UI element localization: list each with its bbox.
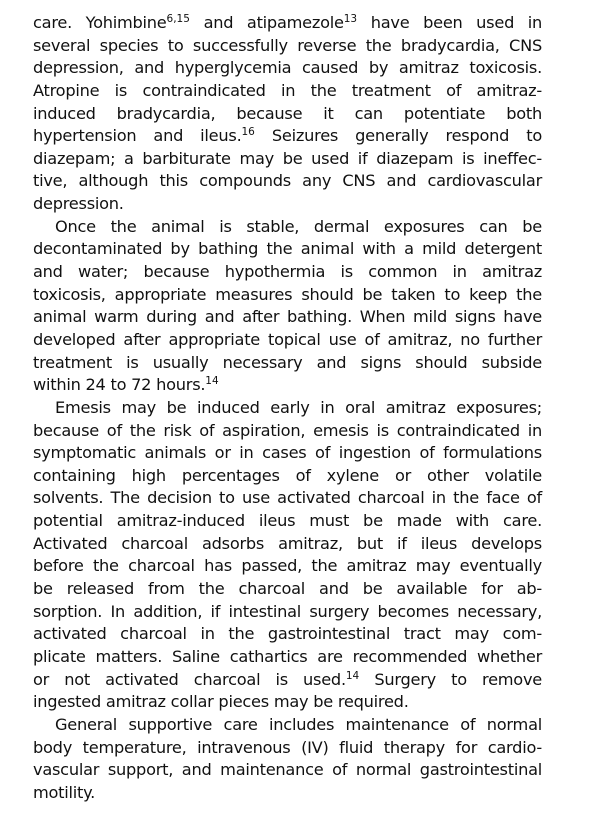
citation-superscript: 14 — [205, 375, 219, 388]
text-line — [33, 57, 542, 80]
text-segment: tive, although this compounds any CNS and cardiovascular — [33, 171, 542, 191]
text-line — [33, 397, 542, 420]
text-segment: toxicosis, appropriate measures should be taken to keep the — [33, 284, 542, 304]
text-line — [33, 420, 542, 443]
text-segment: depression. — [33, 194, 124, 214]
text-line — [33, 306, 542, 329]
text-segment: within 24 to 72 hours. — [33, 375, 206, 395]
text-line — [33, 487, 542, 510]
text-segment: several species to successfully reverse the bradycardia, CNS — [33, 35, 542, 55]
text-segment: be released from the charcoal and be available for ab- — [33, 579, 542, 599]
text-line — [33, 782, 542, 805]
citation-superscript: 14 — [345, 669, 360, 682]
text-segment: containing high percentages of xylene or other volatile — [33, 465, 542, 485]
text-line — [33, 601, 542, 624]
text-line — [33, 669, 542, 692]
text-segment: Seizures generally respond to — [254, 126, 542, 146]
text-line — [33, 646, 542, 669]
text-segment: depression, and hyperglycemia caused by amitraz toxicosis. — [33, 58, 542, 78]
text-segment: activated charcoal in the gastrointestinal tract may com- — [33, 624, 542, 644]
text-segment: body temperature, intravenous (IV) fluid therapy for cardio- — [33, 737, 542, 757]
text-segment: plicate matters. Saline cathartics are recommended whether — [33, 646, 542, 666]
text-line — [33, 125, 542, 148]
text-segment: sorption. In addition, if intestinal surgery becomes necessary, — [33, 601, 542, 621]
text-line — [33, 284, 542, 307]
text-line — [33, 510, 542, 533]
paragraph — [33, 397, 542, 714]
paragraph — [33, 216, 542, 397]
text-segment: potential amitraz-induced ileus must be made with care. — [33, 511, 542, 531]
text-line — [33, 238, 542, 261]
text-segment: solvents. The decision to use activated charcoal in the face of — [33, 488, 542, 508]
text-segment: General supportive care includes maintenance of normal — [55, 714, 542, 734]
text-line — [33, 714, 542, 737]
text-segment: before the charcoal has passed, the amitraz may eventually — [33, 556, 542, 576]
text-line — [33, 555, 542, 578]
text-segment: Emesis may be induced early in oral amitraz exposures; — [55, 397, 542, 417]
text-segment: Atropine is contraindicated in the treatment of amitraz- — [33, 80, 542, 100]
text-line — [33, 35, 542, 58]
text-line — [33, 216, 542, 239]
text-segment: because of the risk of aspiration, emesis is contraindicated in — [33, 420, 542, 440]
text-segment: developed after appropriate topical use of amitraz, no further — [33, 329, 542, 349]
text-segment: symptomatic animals or in cases of ingestion of formulations — [33, 443, 542, 463]
text-segment: treatment is usually necessary and signs should subside — [33, 352, 542, 372]
text-line — [33, 623, 542, 646]
body-text — [33, 12, 542, 804]
text-segment: or not activated charcoal is used. — [33, 669, 346, 689]
text-line — [33, 148, 542, 171]
text-line — [33, 329, 542, 352]
text-line — [33, 352, 542, 375]
text-line — [33, 80, 542, 103]
text-segment: Once the animal is stable, dermal exposures can be — [55, 216, 542, 236]
text-segment: Activated charcoal adsorbs amitraz, but if ileus develops — [33, 533, 542, 553]
text-segment: and atipamezole — [189, 13, 344, 32]
text-line — [33, 759, 542, 782]
text-line — [33, 170, 542, 193]
text-segment: and water; because hypothermia is common in amitraz — [33, 262, 542, 282]
text-line — [33, 737, 542, 760]
text-segment: hypertension and ileus. — [33, 126, 242, 146]
text-line — [33, 374, 542, 397]
citation-superscript: 16 — [241, 126, 255, 139]
text-line — [33, 442, 542, 465]
text-line — [33, 691, 542, 714]
text-line — [33, 261, 542, 284]
text-line — [33, 465, 542, 488]
text-segment: induced bradycardia, because it can potentiate both — [33, 103, 542, 123]
paragraph — [33, 12, 542, 216]
text-segment: decontaminated by bathing the animal with a mild detergent — [33, 239, 542, 259]
text-line — [33, 12, 542, 35]
text-line — [33, 103, 542, 126]
text-segment: Surgery to remove — [359, 669, 542, 689]
text-segment: ingested amitraz collar pieces may be required. — [33, 692, 409, 712]
citation-superscript: 13 — [343, 13, 358, 25]
text-segment: motility. — [33, 782, 96, 802]
text-segment: care. Yohimbine — [33, 13, 167, 32]
paragraph — [33, 714, 542, 805]
text-segment: vascular support, and maintenance of normal gastrointestinal — [33, 760, 542, 780]
text-segment: diazepam; a barbiturate may be used if diazepam is ineffec- — [33, 148, 542, 168]
text-segment: have been used in — [357, 13, 542, 32]
text-line — [33, 578, 542, 601]
text-line — [33, 193, 542, 216]
text-line — [33, 533, 542, 556]
text-segment: animal warm during and after bathing. When mild signs have — [33, 307, 542, 327]
citation-superscript: 6,15 — [166, 13, 190, 25]
